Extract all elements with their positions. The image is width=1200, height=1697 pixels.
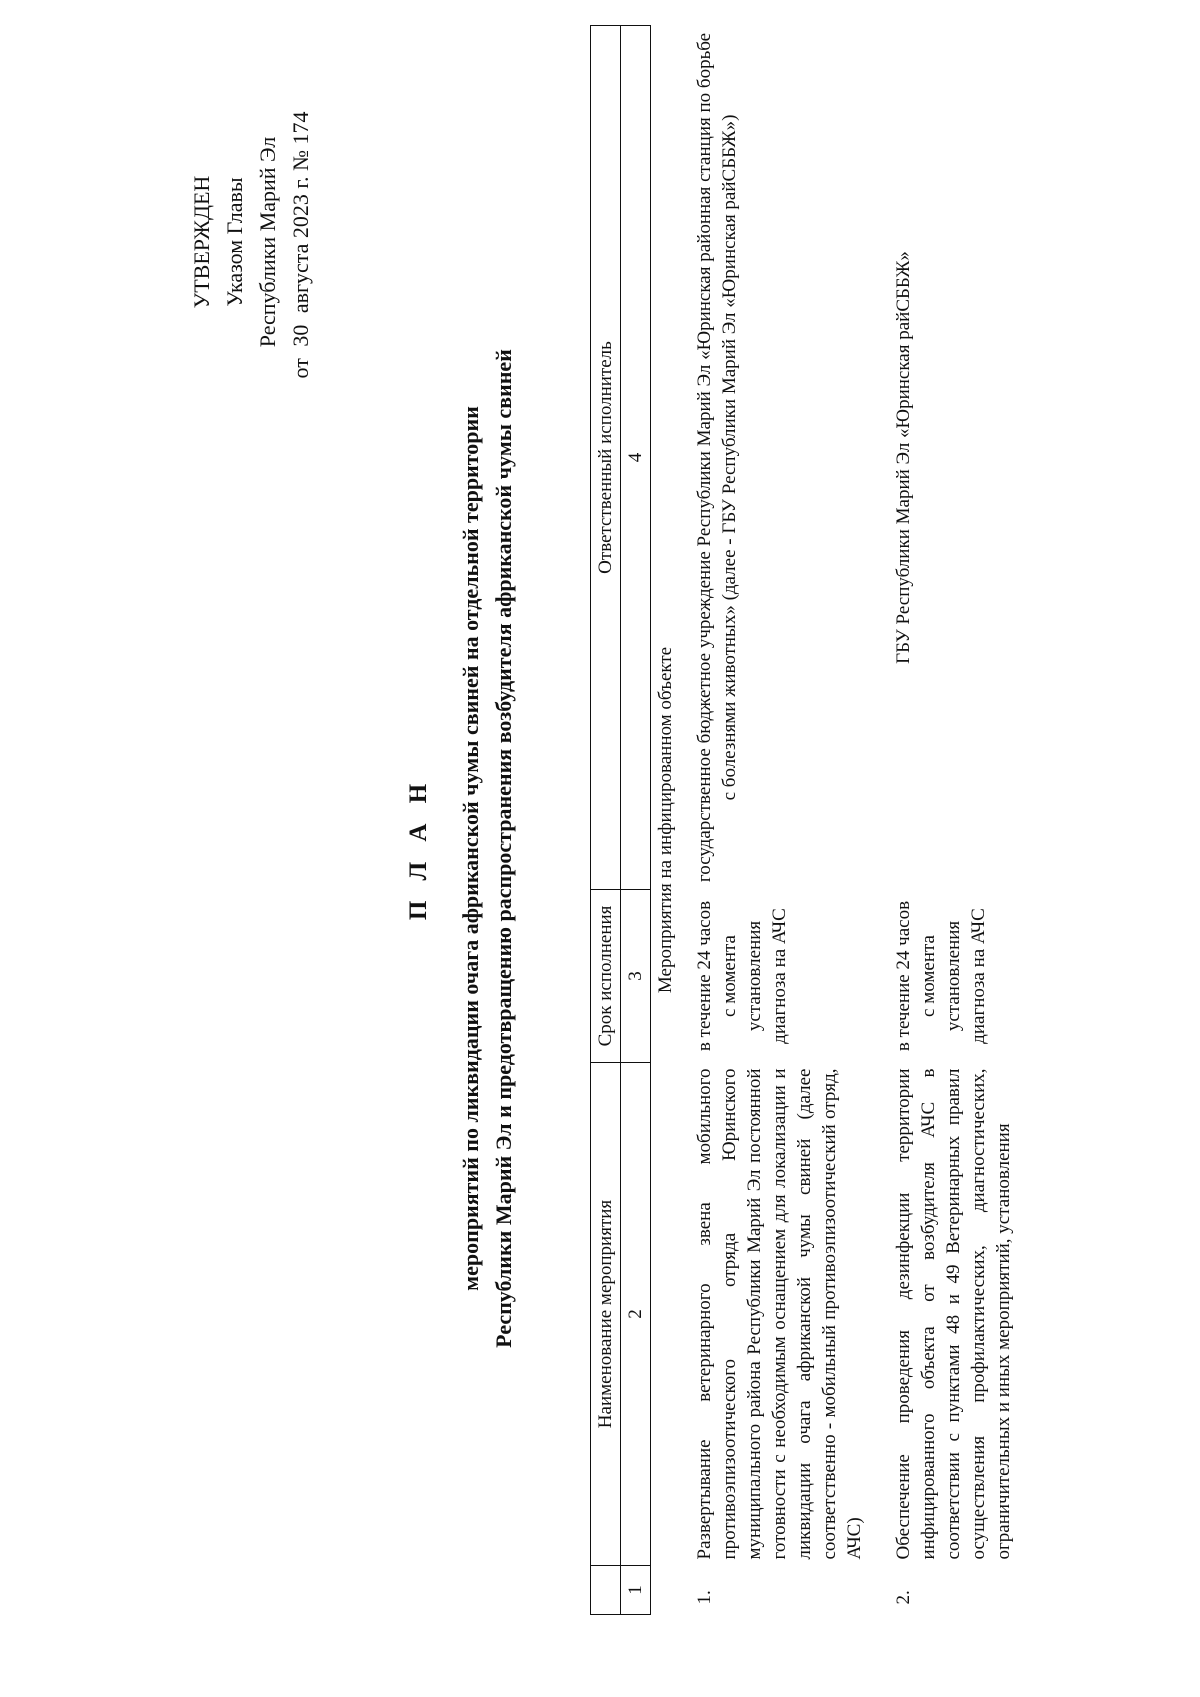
row-number: 2. — [893, 1590, 914, 1605]
row-number: 1. — [694, 1590, 715, 1605]
column-number-3: 3 — [621, 890, 651, 1063]
approval-date-rest: августа 2023 г. № 174 — [288, 111, 313, 314]
row-deadline: в течение 24 часов с момента установления диагноза на АЧС — [694, 900, 790, 1052]
column-number-4: 4 — [621, 26, 651, 890]
table-row — [684, 26, 883, 1615]
approval-date-day: 30 — [288, 324, 313, 347]
header-responsible: Ответственный исполнитель — [591, 26, 621, 890]
approval-status: УТВЕРЖДЕН — [189, 175, 214, 309]
column-number-1: 1 — [621, 1566, 651, 1615]
row-activity-name: Развертывание ветеринарного звена мобильного противоэпизоотического отряда Юринского муниципального района Республики Марий Эл постоянной готовности с необходимым оснащением для локализации и ликвидации очага африканской чумы свиней (далее соответственно - мобильный противоэпизоотический отряд, АЧС) — [694, 1068, 865, 1560]
plan-table — [590, 25, 1032, 1615]
document-title: П Л А Н — [405, 776, 432, 921]
table-row — [883, 26, 1032, 1615]
approval-decree: Указом Главы — [222, 177, 247, 307]
approval-stamp — [185, 32, 317, 452]
section-title: Мероприятия на инфицированном объекте — [655, 646, 676, 994]
column-number-2: 2 — [621, 1063, 651, 1566]
document-subtitle-line-2: Республики Марий Эл и предотвращению распространения возбудителя африканской чумы свиней — [491, 349, 516, 1348]
section-row — [651, 26, 685, 1615]
header-activity-name: Наименование мероприятия — [591, 1063, 621, 1566]
approval-date-prefix: от — [288, 358, 313, 379]
row-responsible: государственное бюджетное учреждение Республики Марий Эл «Юринская районная станция по борьбе с болезнями животных» (далее - ГБУ Республики Марий Эл «Юринская райСББЖ») — [694, 32, 740, 883]
row-deadline: в течение 24 часов с момента установления диагноза на АЧС — [893, 900, 989, 1052]
document-subtitle-line-1: мероприятий по ликвидации очага африканской чумы свиней на отдельной территории — [458, 406, 483, 1291]
table-column-number-row — [621, 26, 651, 1615]
row-responsible: ГБУ Республики Марий Эл «Юринская райСББЖ» — [893, 251, 914, 664]
row-activity-name: Обеспечение проведения дезинфекции территории инфицированного объекта от возбудителя АЧС в соответствии с пунктами 48 и 49 Ветеринарных правил осуществления профилактических, диагностических, ограничительных и иных мероприятий, установления — [893, 1068, 1014, 1560]
header-deadline: Срок исполнения — [591, 890, 621, 1063]
header-number — [591, 1566, 621, 1615]
table-header-row — [591, 26, 621, 1615]
approval-authority: Республики Марий Эл — [255, 136, 280, 348]
approval-date — [284, 32, 317, 452]
